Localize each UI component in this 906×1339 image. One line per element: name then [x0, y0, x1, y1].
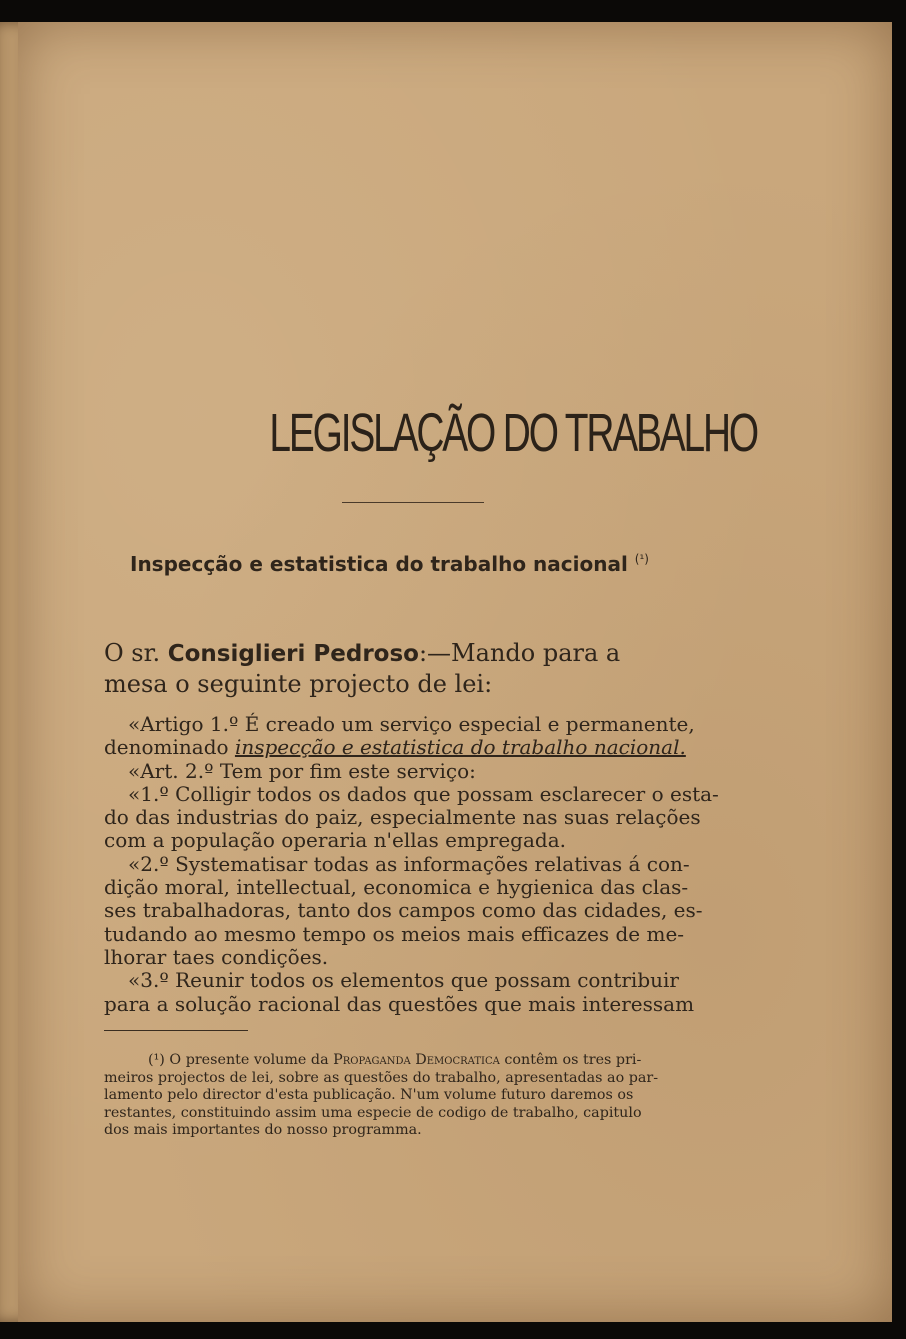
intro-line-2: mesa o seguinte projecto de lei: — [104, 670, 493, 698]
footnote-line-5: dos mais importantes do nosso programma. — [104, 1122, 422, 1138]
footnote-suffix: contêm os tres pri- — [499, 1052, 642, 1068]
intro-prefix: O sr. — [104, 639, 168, 667]
footnote-divider — [104, 1030, 248, 1031]
footnote-line-1 — [104, 1052, 744, 1070]
item-2-line: «2.º Systematisar todas as informações relativas á con- — [128, 851, 690, 876]
speaker-name: Consiglieri Pedroso — [167, 641, 419, 667]
bill-text — [104, 713, 744, 1016]
item-1-line-2: do das industrias do paiz, especialmente nas suas relações — [104, 805, 701, 830]
service-name: inspecção e estatistica do trabalho nacional. — [234, 735, 686, 760]
title-divider — [342, 502, 484, 503]
item-1-line: «1.º Colligir todos os dados que possam esclarecer o esta- — [128, 781, 719, 806]
footnote-prefix: (¹) O presente volume da — [148, 1052, 334, 1068]
intro-line-1 — [104, 638, 744, 669]
footnote — [104, 1052, 744, 1140]
footnote-line-2: meiros projectos de lei, sobre as questões do trabalho, apresentadas ao par- — [104, 1069, 659, 1086]
footnote-line-4: restantes, constituindo assim uma especie de codigo de trabalho, capitulo — [104, 1104, 642, 1121]
item-2-line-2: dição moral, intellectual, economica e hygienica das clas- — [104, 875, 689, 900]
section-heading — [130, 552, 750, 576]
item-2-line-4: tudando ao mesmo tempo os meios mais efficazes de me- — [104, 921, 685, 946]
page-title: LEGISLAÇÃO DO TRABALHO — [269, 403, 758, 463]
article-2-line: «Art. 2.º Tem por fim este serviço: — [128, 758, 476, 783]
article-1-prefix: denominado — [104, 735, 235, 760]
item-2-line-5: lhorar taes condições. — [104, 944, 329, 969]
intro-suffix: :—Mando para a — [418, 639, 621, 667]
intro-paragraph — [104, 638, 744, 699]
footnote-line-3: lamento pelo director d'esta publicação. N'um volume futuro daremos os — [104, 1087, 634, 1103]
section-heading-text: Inspecção e estatistica do trabalho nacional — [130, 552, 628, 576]
item-3-line-2: para a solução racional das questões que mais interessam — [104, 991, 695, 1016]
footnote-marker: (¹) — [634, 552, 649, 566]
article-1-line-2 — [104, 736, 744, 759]
item-1-line-3: com a população operaria n'ellas empregada. — [104, 828, 566, 853]
item-3-line: «3.º Reunir todos os elementos que possam contribuir — [128, 968, 679, 993]
item-2-line-3: ses trabalhadoras, tanto dos campos como das cidades, es- — [104, 898, 703, 923]
article-1-line: «Artigo 1.º É creado um serviço especial e permanente, — [128, 712, 695, 736]
publication-name: Propaganda Democratica — [333, 1052, 500, 1068]
